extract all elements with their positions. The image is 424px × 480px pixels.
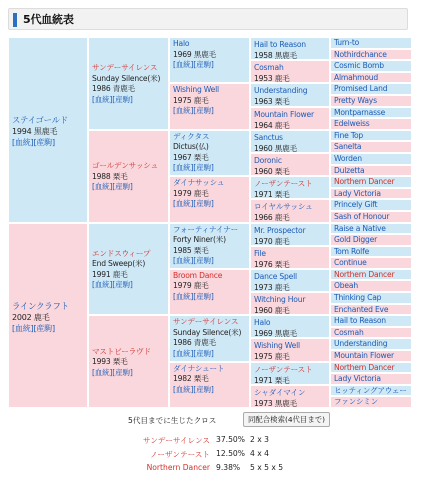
- horse-info: 1953 鹿毛: [254, 74, 290, 84]
- cross-item: [0, 463, 424, 475]
- pedigree-gen5-cell: [330, 280, 412, 292]
- pedigree-gen1-cell: [8, 223, 88, 409]
- horse-name-link[interactable]: Turn-to: [334, 38, 360, 47]
- pedigree-gen5-cell: [330, 234, 412, 246]
- horse-name-link[interactable]: Pretty Ways: [334, 95, 377, 105]
- cross-item: [0, 435, 424, 447]
- cross-horse-link[interactable]: Northern Dancer: [146, 463, 210, 472]
- pedigree-gen3-cell: [169, 130, 250, 176]
- horse-name-link[interactable]: Lady Victoria: [334, 374, 381, 384]
- cross-item: [0, 449, 424, 461]
- horse-name-link[interactable]: ステイゴールド: [12, 115, 68, 125]
- horse-name-link[interactable]: Understanding: [334, 339, 388, 349]
- horse-name-link[interactable]: Understanding: [254, 86, 308, 96]
- same-breeding-search-button[interactable]: 同配合検索(4代目まで): [243, 412, 330, 427]
- pedigree-gen5-cell: [330, 176, 412, 188]
- horse-name-link[interactable]: Doronic: [254, 155, 282, 165]
- pedigree-links[interactable]: [血統][産駒]: [92, 280, 133, 290]
- pedigree-gen3-cell: [169, 176, 250, 222]
- horse-name-link[interactable]: Sash of Honour: [334, 211, 390, 221]
- horse-name-link[interactable]: Nothirdchance: [334, 49, 387, 59]
- cross-generations: 4 x 4: [250, 449, 269, 458]
- horse-name-link[interactable]: ヒッティングアウェー: [334, 385, 407, 395]
- pedigree-gen5-cell: [330, 153, 412, 165]
- pedigree-gen5-cell: [330, 396, 412, 408]
- horse-name-link[interactable]: Almahmoud: [334, 72, 379, 82]
- pedigree-gen5-cell: [330, 130, 412, 142]
- horse-name-link[interactable]: Northern Dancer: [334, 362, 395, 372]
- horse-info: 1969 黒鹿毛: [173, 49, 216, 59]
- pedigree-gen4-cell: [250, 37, 330, 60]
- horse-name-link[interactable]: ディクタス: [173, 131, 210, 141]
- pedigree-gen4-cell: [250, 83, 330, 106]
- horse-info: End Sweep(米): [92, 259, 146, 269]
- cross-generations: 5 x 5 x 5: [250, 463, 284, 472]
- pedigree-gen3-cell: [169, 362, 250, 408]
- cross-generations: 2 x 3: [250, 435, 269, 444]
- horse-info: 1971 栗毛: [254, 375, 290, 385]
- horse-info: 1985 栗毛: [173, 245, 209, 255]
- horse-name-link[interactable]: Fine Top: [334, 130, 364, 140]
- horse-name-link[interactable]: Broom Dance: [173, 270, 223, 280]
- pedigree-links[interactable]: [血統][産駒]: [173, 60, 214, 69]
- pedigree-gen5-cell: [330, 165, 412, 177]
- pedigree-gen5-cell: [330, 37, 412, 49]
- horse-info: 1960 栗毛: [254, 166, 290, 176]
- horse-name-link[interactable]: ダイナシュート: [173, 363, 225, 373]
- horse-name-link[interactable]: Halo: [173, 39, 190, 48]
- horse-name-link[interactable]: Hail to Reason: [334, 316, 386, 326]
- horse-info: 2002 鹿毛: [12, 312, 50, 322]
- horse-name-link[interactable]: フォーティナイナー: [173, 224, 239, 234]
- horse-info: Forty Niner(米): [173, 235, 226, 244]
- pedigree-gen5-cell: [330, 72, 412, 84]
- pedigree-gen5-cell: [330, 257, 412, 269]
- pedigree-gen5-cell: [330, 338, 412, 350]
- pedigree-gen4-cell: [250, 60, 330, 83]
- horse-name-link[interactable]: シャダイマイン: [254, 387, 306, 397]
- horse-name-link[interactable]: ノーザンテースト: [254, 179, 313, 189]
- horse-info: 1967 栗毛: [173, 152, 209, 162]
- pedigree-gen5-cell: [330, 211, 412, 223]
- horse-name-link[interactable]: Northern Dancer: [334, 177, 395, 187]
- pedigree-gen4-cell: [250, 269, 330, 292]
- horse-name-link[interactable]: Dulzetta: [334, 165, 365, 175]
- horse-info: 1969 黒鹿毛: [254, 329, 297, 339]
- cross-horse-link[interactable]: ノーザンテースト: [150, 450, 210, 459]
- header-accent-bar: [13, 13, 17, 27]
- pedigree-header: [8, 8, 408, 30]
- pedigree-links[interactable]: [血統][産駒]: [173, 384, 214, 394]
- pedigree-gen5-cell: [330, 385, 412, 397]
- pedigree-gen2-cell: [88, 130, 169, 223]
- horse-name-link[interactable]: Continue: [334, 258, 367, 268]
- horse-name-link[interactable]: Raise a Native: [334, 223, 386, 233]
- pedigree-gen5-cell: [330, 188, 412, 200]
- pedigree-gen2-cell: [88, 223, 169, 316]
- horse-name-link[interactable]: Worden: [334, 153, 362, 163]
- pedigree-gen2-cell: [88, 37, 169, 130]
- horse-name-link[interactable]: Cosmic Bomb: [334, 61, 384, 71]
- horse-name-link[interactable]: File: [254, 248, 266, 258]
- horse-name-link[interactable]: Promised Land: [334, 84, 388, 94]
- pedigree-gen4-cell: [250, 362, 330, 385]
- horse-info: 1960 鹿毛: [254, 306, 290, 316]
- horse-name-link[interactable]: Cosmah: [334, 327, 364, 337]
- pedigree-gen5-cell: [330, 373, 412, 385]
- horse-info: 1973 鹿毛: [254, 282, 290, 292]
- pedigree-gen5-cell: [330, 118, 412, 130]
- pedigree-links[interactable]: [血統][産駒]: [173, 256, 214, 265]
- cross-percent: 12.50%: [216, 449, 245, 458]
- horse-name-link[interactable]: Witching Hour: [254, 295, 306, 305]
- pedigree-gen4-cell: [250, 223, 330, 246]
- horse-name-link[interactable]: ロイヤルサッシュ: [254, 202, 313, 212]
- pedigree-gen4-cell: [250, 385, 330, 408]
- pedigree-table: [8, 37, 412, 408]
- pedigree-links[interactable]: [血統][産駒]: [92, 182, 133, 192]
- page-title: 5代血統表: [23, 13, 74, 26]
- cross-section: [0, 412, 424, 428]
- horse-name-link[interactable]: マストビーラヴド: [92, 346, 151, 356]
- horse-name-link[interactable]: Montparnasse: [334, 107, 386, 117]
- horse-info: 1970 鹿毛: [254, 236, 290, 246]
- pedigree-links[interactable]: [血統][産駒]: [173, 199, 214, 209]
- horse-info: 1975 鹿毛: [254, 352, 290, 362]
- horse-name-link[interactable]: Mr. Prospector: [254, 225, 306, 235]
- horse-name-link[interactable]: Edelweiss: [334, 119, 370, 129]
- pedigree-gen5-cell: [330, 350, 412, 362]
- horse-name-link[interactable]: Thinking Cap: [334, 293, 382, 303]
- horse-info: 1994 黒鹿毛: [12, 127, 58, 136]
- pedigree-gen4-cell: [250, 315, 330, 338]
- pedigree-gen5-cell: [330, 246, 412, 258]
- horse-info: 1975 鹿毛: [173, 95, 209, 105]
- horse-info: 1988 栗毛: [92, 171, 128, 181]
- pedigree-gen5-cell: [330, 49, 412, 61]
- horse-name-link[interactable]: Mountain Flower: [334, 351, 394, 361]
- cross-percent: 9.38%: [216, 463, 241, 472]
- horse-info: 1971 栗毛: [254, 190, 290, 200]
- pedigree-gen5-cell: [330, 199, 412, 211]
- horse-info: 1958 黒鹿毛: [254, 51, 297, 60]
- pedigree-gen5-cell: [330, 327, 412, 339]
- cross-percent: 37.50%: [216, 435, 245, 444]
- pedigree-gen4-cell: [250, 246, 330, 269]
- horse-name-link[interactable]: Princely Gift: [334, 200, 378, 210]
- horse-name-link[interactable]: Hail to Reason: [254, 40, 306, 49]
- pedigree-gen4-cell: [250, 199, 330, 222]
- cross-horse-link[interactable]: サンデーサイレンス: [142, 436, 210, 445]
- horse-name-link[interactable]: Dance Spell: [254, 271, 297, 281]
- horse-name-link[interactable]: Lady Victoria: [334, 188, 381, 198]
- horse-name-link[interactable]: ラインクラフト: [12, 300, 69, 311]
- pedigree-gen5-cell: [330, 292, 412, 304]
- pedigree-gen3-cell: [169, 269, 250, 315]
- horse-name-link[interactable]: Gold Digger: [334, 235, 378, 245]
- horse-info: 1973 黒鹿毛: [254, 398, 297, 408]
- pedigree-gen2-cell: [88, 315, 169, 408]
- horse-info: 1964 鹿毛: [254, 120, 290, 130]
- horse-info: 1960 黒鹿毛: [254, 143, 297, 153]
- pedigree-links[interactable]: [血統][産駒]: [173, 106, 214, 116]
- horse-name-link[interactable]: Sanctus: [254, 132, 283, 142]
- pedigree-links[interactable]: [血統][産駒]: [12, 323, 55, 333]
- horse-name-link[interactable]: サンデーサイレンス: [173, 317, 239, 327]
- horse-name-link[interactable]: Mountain Flower: [254, 109, 314, 119]
- horse-info: 1963 栗毛: [254, 97, 290, 107]
- horse-info: 1986 青鹿毛: [92, 84, 135, 94]
- cross-label: 5代目までに生じたクロス: [128, 416, 217, 425]
- horse-name-link[interactable]: ノーザンテースト: [254, 364, 313, 374]
- horse-name-link[interactable]: サンデーサイレンス: [92, 63, 158, 73]
- pedigree-gen4-cell: [250, 338, 330, 361]
- horse-name-link[interactable]: Obeah: [334, 281, 358, 291]
- pedigree-gen5-cell: [330, 83, 412, 95]
- pedigree-gen1-cell: [8, 37, 88, 223]
- horse-info: 1993 栗毛: [92, 357, 128, 367]
- pedigree-links[interactable]: [血統][産駒]: [173, 163, 214, 173]
- pedigree-gen5-cell: [330, 362, 412, 374]
- pedigree-gen5-cell: [330, 269, 412, 281]
- pedigree-gen3-cell: [169, 315, 250, 361]
- pedigree-gen3-cell: [169, 83, 250, 129]
- horse-info: 1979 鹿毛: [173, 188, 209, 198]
- pedigree-links[interactable]: [血統][産駒]: [92, 367, 133, 377]
- horse-name-link[interactable]: Northern Dancer: [334, 269, 395, 279]
- pedigree-gen5-cell: [330, 60, 412, 72]
- pedigree-gen5-cell: [330, 315, 412, 327]
- horse-info: Dictus(仏): [173, 142, 209, 152]
- horse-info: 1991 鹿毛: [92, 269, 128, 279]
- pedigree-gen4-cell: [250, 107, 330, 130]
- pedigree-gen4-cell: [250, 130, 330, 153]
- pedigree-links[interactable]: [血統][産駒]: [92, 94, 133, 104]
- pedigree-gen4-cell: [250, 176, 330, 199]
- horse-name-link[interactable]: Wishing Well: [254, 341, 300, 351]
- pedigree-gen5-cell: [330, 95, 412, 107]
- horse-info: 1979 鹿毛: [173, 281, 209, 291]
- pedigree-gen5-cell: [330, 304, 412, 316]
- horse-info: 1986 青鹿毛: [173, 338, 216, 348]
- horse-name-link[interactable]: Halo: [254, 318, 271, 328]
- horse-info: Sunday Silence(米): [92, 73, 161, 83]
- pedigree-gen3-cell: [169, 223, 250, 269]
- horse-info: Sunday Silence(米): [173, 327, 242, 337]
- pedigree-gen4-cell: [250, 153, 330, 176]
- horse-name-link[interactable]: エンドスウィープ: [92, 248, 151, 258]
- pedigree-links[interactable]: [血統][産駒]: [173, 348, 214, 358]
- pedigree-gen3-cell: [169, 37, 250, 83]
- pedigree-links[interactable]: [血統][産駒]: [173, 291, 214, 301]
- horse-name-link[interactable]: Cosmah: [254, 63, 284, 73]
- pedigree-gen5-cell: [330, 141, 412, 153]
- horse-name-link[interactable]: Enchanted Eve: [334, 304, 389, 314]
- horse-name-link[interactable]: ダイナサッシュ: [173, 178, 225, 188]
- horse-info: 1982 栗毛: [173, 374, 209, 384]
- horse-name-link[interactable]: Wishing Well: [173, 85, 219, 95]
- pedigree-gen5-cell: [330, 223, 412, 235]
- pedigree-links[interactable]: [血統][産駒]: [12, 138, 55, 147]
- horse-name-link[interactable]: ゴールデンサッシュ: [92, 161, 158, 171]
- horse-info: 1976 栗毛: [254, 259, 290, 269]
- horse-info: 1966 鹿毛: [254, 213, 290, 223]
- horse-name-link[interactable]: Sanelta: [334, 142, 362, 152]
- pedigree-gen4-cell: [250, 292, 330, 315]
- horse-name-link[interactable]: ファンシミン: [334, 397, 379, 407]
- pedigree-gen5-cell: [330, 107, 412, 119]
- horse-name-link[interactable]: Tom Rolfe: [334, 246, 370, 256]
